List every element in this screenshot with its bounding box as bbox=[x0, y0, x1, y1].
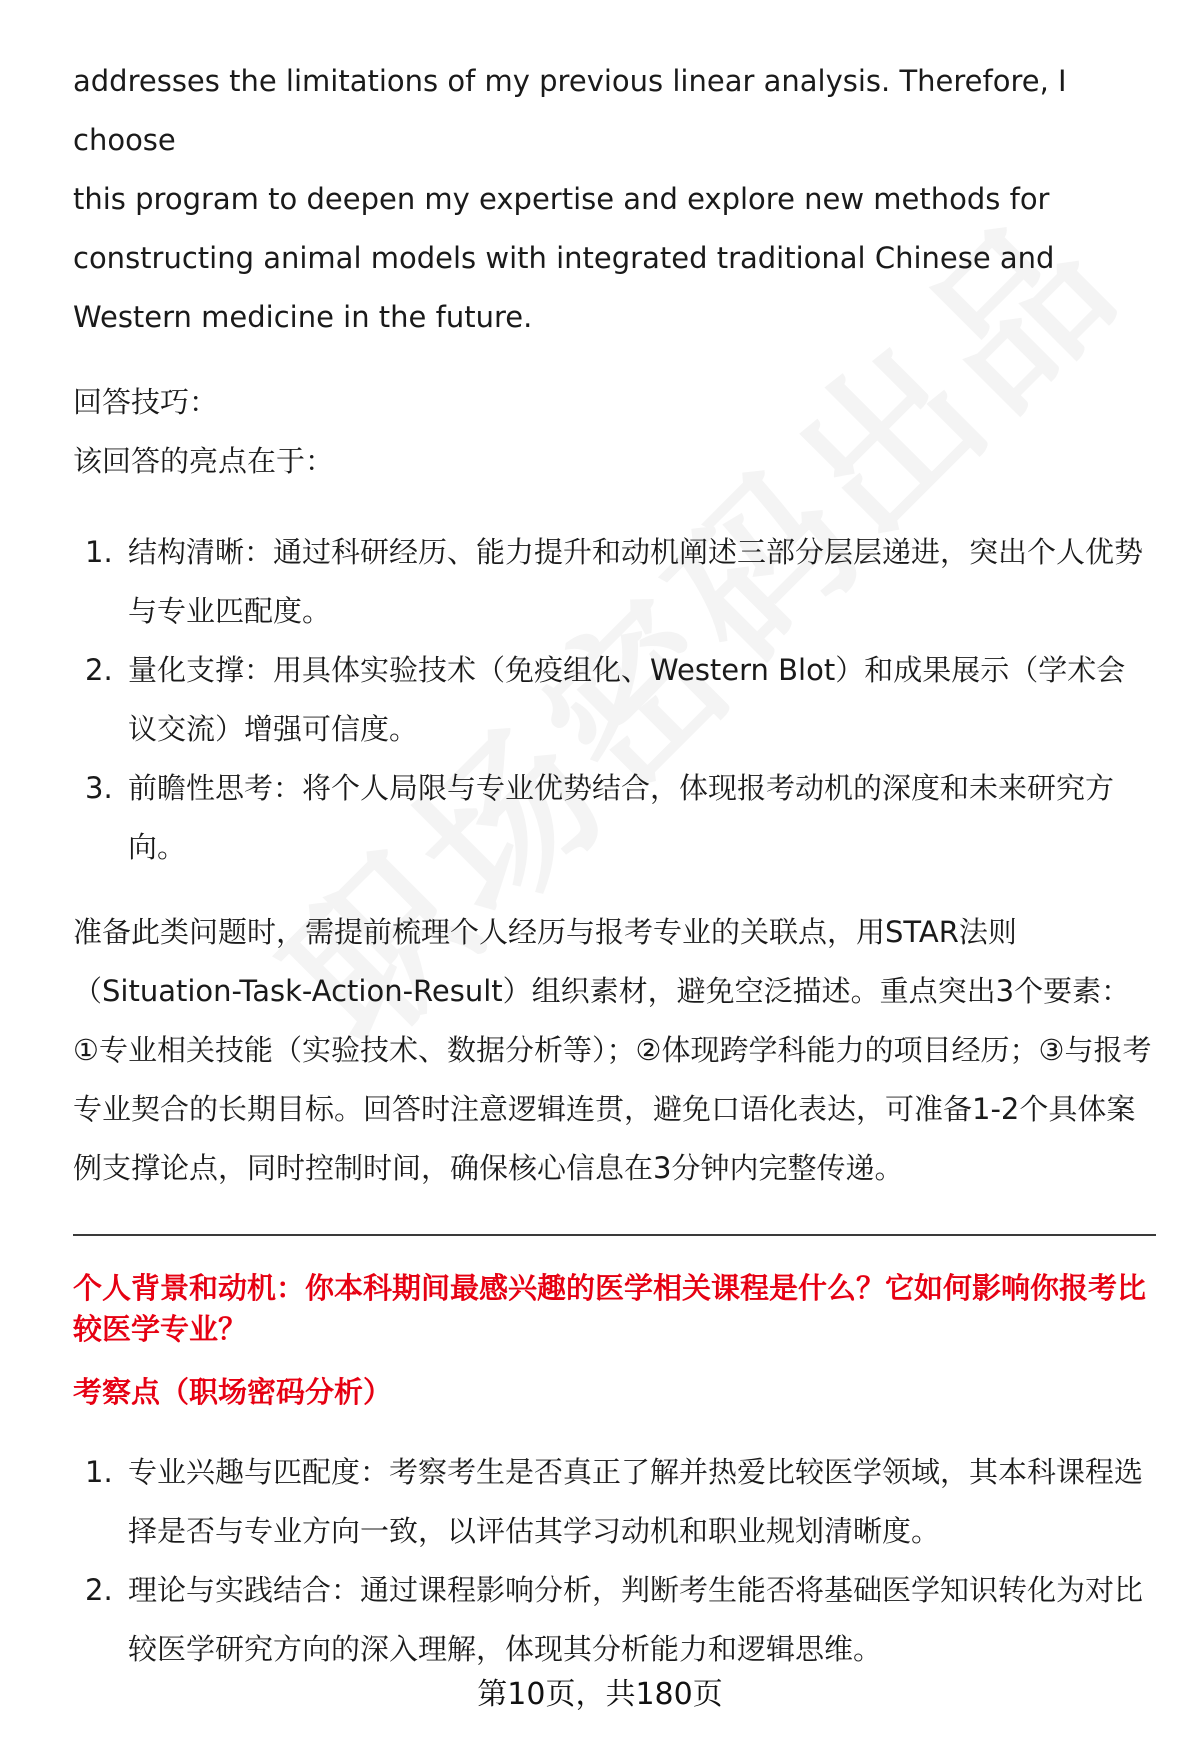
question-heading: 个人背景和动机：你本科期间最感兴趣的医学相关课程是什么？它如何影响你报考比较医学专业？ bbox=[73, 1271, 1147, 1346]
intro-line: this program to deepen my expertise and explore new methods for bbox=[73, 182, 1050, 216]
prep-paragraph: 准备此类问题时，需提前梳理个人经历与报考专业的关联点，用STAR法则（Situation-Task-Action-Result）组织素材，避免空泛描述。重点突出3个要素：①专业相关技能（实验技术、数据分析等）；②体现跨学科能力的项目经历；③与报考专业契合的长期目标。回答时注意逻辑连贯，避免口语化表达，可准备1-2个具体案例支撑论点，同时控制时间，确保核心信息在3分钟内完整传递。 bbox=[73, 915, 1152, 1185]
document-page bbox=[73, 52, 1153, 1679]
list-text: 理论与实践结合：通过课程影响分析，判断考生能否将基础医学知识转化为对比较医学研究方向的深入理解，体现其分析能力和逻辑思维。 bbox=[128, 1573, 1144, 1666]
list-text: 专业兴趣与匹配度：考察考生是否真正了解并热爱比较医学领域，其本科课程选择是否与专业方向一致，以评估其学习动机和职业规划清晰度。 bbox=[128, 1455, 1144, 1548]
list-number: 2. bbox=[85, 1573, 113, 1607]
assessment-list bbox=[73, 1443, 1153, 1679]
list-item bbox=[73, 1443, 1153, 1561]
assessment-heading: 考察点（职场密码分析） bbox=[73, 1375, 393, 1409]
intro-line: addresses the limitations of my previous linear analysis. Therefore, I choose bbox=[73, 64, 1067, 157]
intro-line: constructing animal models with integrated traditional Chinese and bbox=[73, 241, 1055, 275]
list-text: 结构清晰：通过科研经历、能力提升和动机阐述三部分层层递进，突出个人优势与专业匹配度。 bbox=[128, 535, 1144, 628]
list-number: 3. bbox=[85, 771, 113, 805]
intro-paragraph bbox=[73, 52, 1153, 347]
highlights-label: 该回答的亮点在于： bbox=[73, 444, 335, 478]
page-footer: 第10页，共180页 bbox=[477, 1677, 723, 1712]
list-number: 1. bbox=[85, 1455, 113, 1489]
list-item bbox=[73, 523, 1153, 641]
list-text: 前瞻性思考：将个人局限与专业优势结合，体现报考动机的深度和未来研究方向。 bbox=[128, 771, 1115, 864]
list-item bbox=[73, 759, 1153, 877]
tips-label: 回答技巧： bbox=[73, 385, 219, 419]
list-item bbox=[73, 641, 1153, 759]
list-text: 量化支撑：用具体实验技术（免疫组化、Western Blot）和成果展示（学术会议交流）增强可信度。 bbox=[128, 653, 1126, 746]
highlights-list bbox=[73, 523, 1153, 877]
list-item bbox=[73, 1561, 1153, 1679]
list-number: 1. bbox=[85, 535, 113, 569]
intro-line: Western medicine in the future. bbox=[73, 300, 533, 334]
list-number: 2. bbox=[85, 653, 113, 687]
